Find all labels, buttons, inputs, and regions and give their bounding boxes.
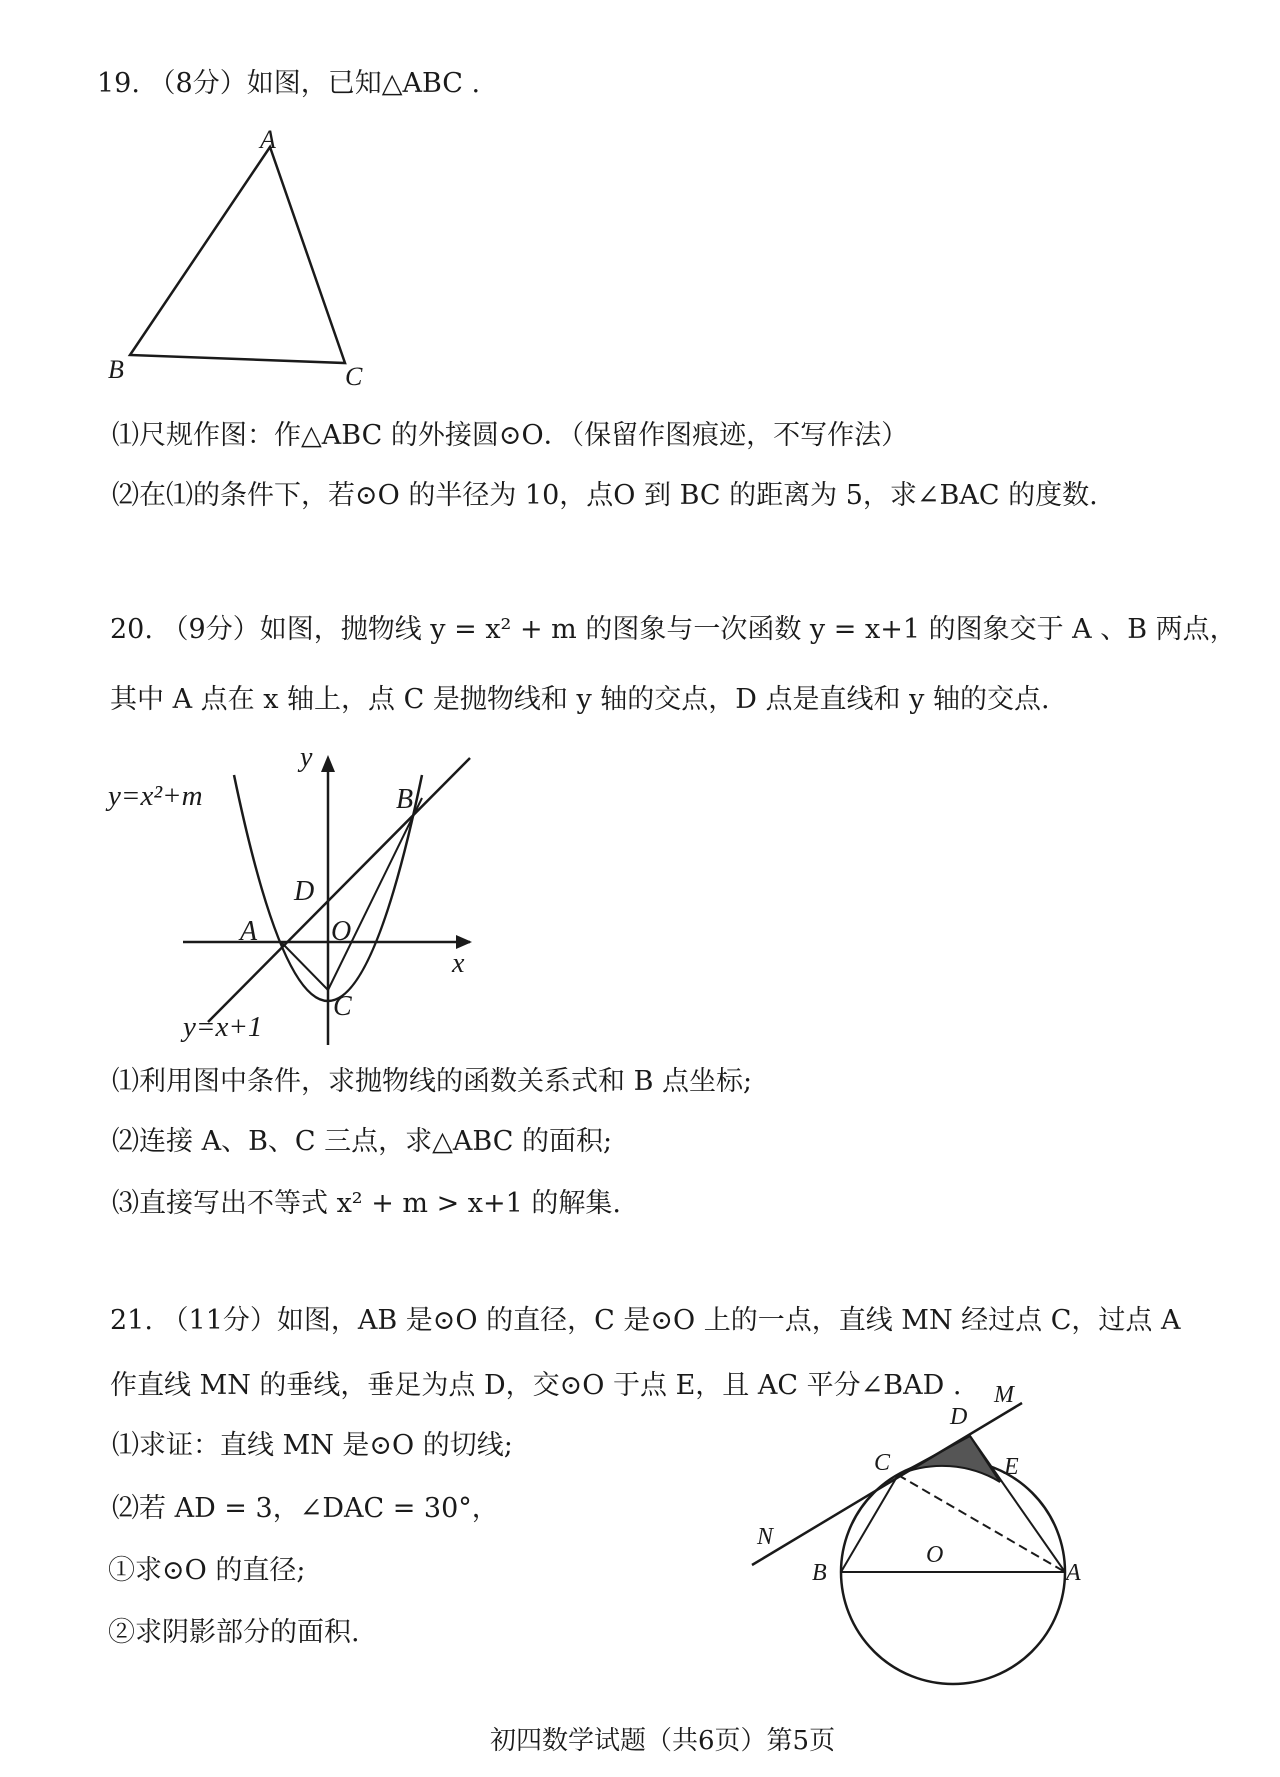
shaded-region bbox=[898, 1436, 1000, 1482]
segment-ca bbox=[898, 1475, 1065, 1572]
q19-part2: ⑵在⑴的条件下，若⊙O 的半径为 10，点O 到 BC 的距离为 5，求∠BAC 的度数. bbox=[112, 480, 1098, 511]
label-point-o: O bbox=[331, 916, 352, 947]
q20-part2: ⑵连接 A、B、C 三点，求△ABC 的面积; bbox=[112, 1126, 613, 1157]
label-point-a: A bbox=[240, 916, 258, 947]
label-a: A bbox=[1066, 1560, 1081, 1586]
label-y-axis: y bbox=[300, 742, 313, 773]
q20-part1: ⑴利用图中条件，求抛物线的函数关系式和 B 点坐标; bbox=[112, 1066, 753, 1097]
q21-part2: ⑵若 AD = 3，∠DAC = 30°， bbox=[112, 1493, 499, 1524]
q20-header2: 其中 A 点在 x 轴上，点 C 是抛物线和 y 轴的交点，D 点是直线和 y 轴的交点. bbox=[110, 684, 1050, 715]
q21-header2: 作直线 MN 的垂线，垂足为点 D，交⊙O 于点 E，且 AC 平分∠BAD . bbox=[110, 1370, 962, 1401]
tangent-line-mn bbox=[752, 1403, 1022, 1565]
label-e: E bbox=[1004, 1454, 1019, 1480]
label-b: B bbox=[812, 1560, 827, 1586]
label-x-axis: x bbox=[452, 948, 465, 979]
label-b: B bbox=[108, 355, 124, 384]
q21-sub2: ②求阴影部分的面积. bbox=[108, 1617, 360, 1648]
q19-header: 19. （8分）如图，已知△ABC . bbox=[97, 68, 481, 99]
label-point-d: D bbox=[294, 876, 315, 907]
q21-header: 21. （11分）如图，AB 是⊙O 的直径，C 是⊙O 上的一点，直线 MN 经过点 C，过点 A bbox=[110, 1305, 1181, 1336]
segment-bc bbox=[841, 1475, 898, 1572]
label-o: O bbox=[926, 1542, 944, 1568]
label-d: D bbox=[950, 1404, 968, 1430]
q19-part1: ⑴尺规作图：作△ABC 的外接圆⊙O．（保留作图痕迹，不写作法） bbox=[112, 420, 909, 451]
label-n: N bbox=[757, 1524, 774, 1550]
label-c: C bbox=[345, 362, 363, 391]
label-linear: y=x+1 bbox=[183, 1011, 263, 1043]
page-footer: 初四数学试题（共6页）第5页 bbox=[490, 1726, 836, 1756]
label-m: M bbox=[994, 1382, 1014, 1408]
label-c: C bbox=[874, 1450, 891, 1476]
q20-header: 20. （9分）如图，抛物线 y = x² + m 的图象与一次函数 y = x+1 的图象交于 A 、B 两点， bbox=[110, 614, 1237, 645]
label-point-c: C bbox=[333, 991, 352, 1022]
label-a: A bbox=[260, 125, 276, 154]
q21-part1: ⑴求证：直线 MN 是⊙O 的切线; bbox=[112, 1430, 513, 1461]
q21-sub1: ①求⊙O 的直径; bbox=[108, 1555, 306, 1586]
label-point-b: B bbox=[396, 784, 414, 815]
label-parabola: y=x²+m bbox=[108, 780, 203, 812]
q20-part3: ⑶直接写出不等式 x² + m > x+1 的解集. bbox=[112, 1188, 622, 1219]
